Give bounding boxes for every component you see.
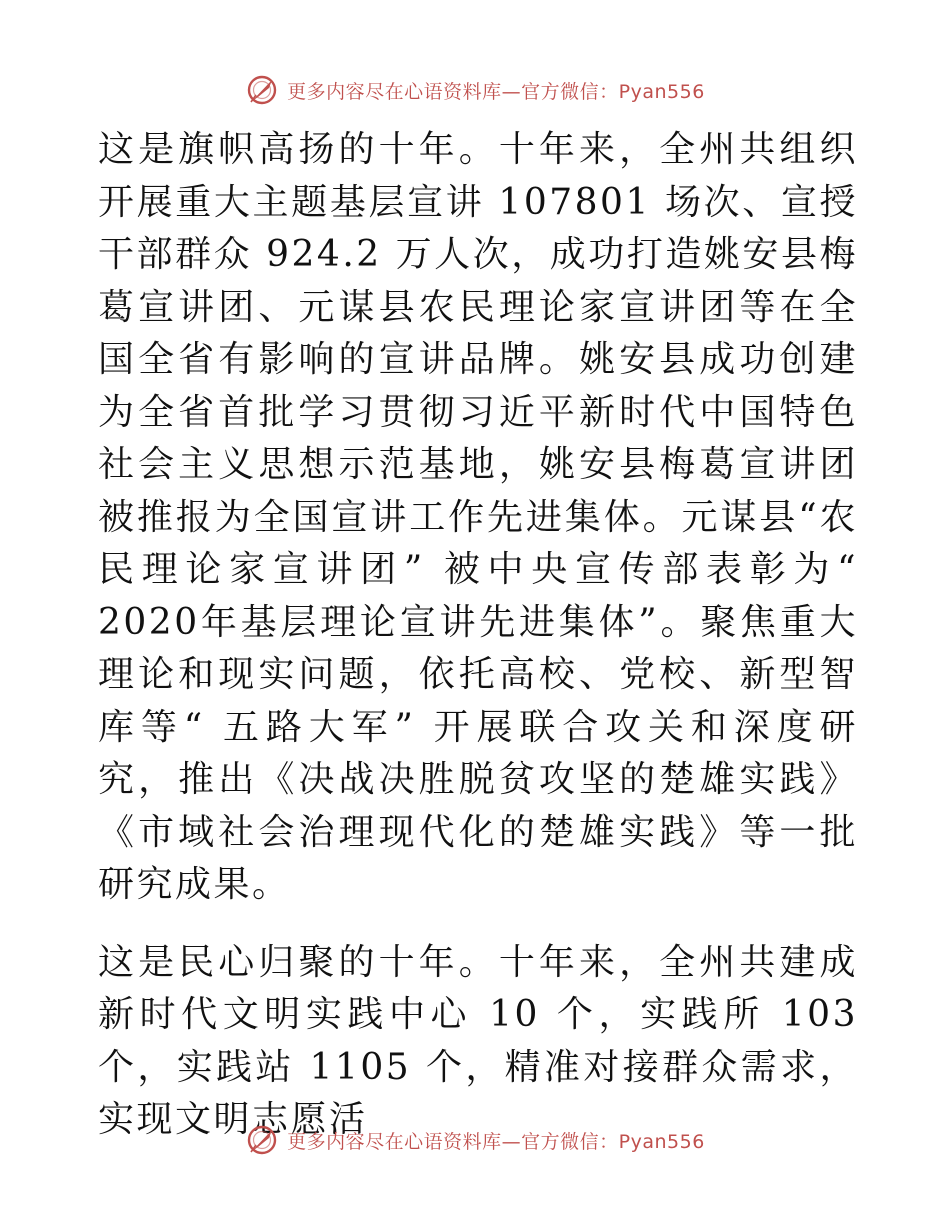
- header-watermark-text: 更多内容尽在心语资料库—官方微信：Pyan556: [287, 80, 705, 103]
- paragraph-1: 这是旗帜高扬的十年。十年来，全州共组织开展重大主题基层宣讲 107801 场次、宣授干部群众 924.2 万人次，成功打造姚安县梅葛宣讲团、元谋县农民理论家宣讲团等在全国全省有影响的宣讲品牌。姚安县成功创建为全省首批学习贯彻习近平新时代中国特色社会主义思想示范基地，姚安县梅葛宣讲团被推报为全国宣讲工作先进集体。元谋县“农民理论家宣讲团” 被中央宣传部表彰为“ 2020年基层理论宣讲先进集体”。聚焦重大理论和现实问题，依托高校、党校、新型智库等“ 五路大军” 开展联合攻关和深度研究，推出《决战决胜脱贫攻坚的楚雄实践》《市域社会治理现代化的楚雄实践》等一批研究成果。: [98, 129, 858, 905]
- header-watermark: [0, 70, 950, 110]
- quill-pen-logo-icon: [245, 73, 279, 107]
- document-body: [98, 124, 858, 1147]
- footer-watermark-text: 更多内容尽在心语资料库—官方微信：Pyan556: [287, 1130, 705, 1153]
- footer-watermark: [0, 1120, 950, 1160]
- quill-pen-logo-icon: [245, 1123, 279, 1157]
- paragraph-2: 这是民心归聚的十年。十年来，全州共建成新时代文明实践中心 10 个，实践所 103 个，实践站 1105 个，精准对接群众需求，实现文明志愿活: [98, 941, 858, 1140]
